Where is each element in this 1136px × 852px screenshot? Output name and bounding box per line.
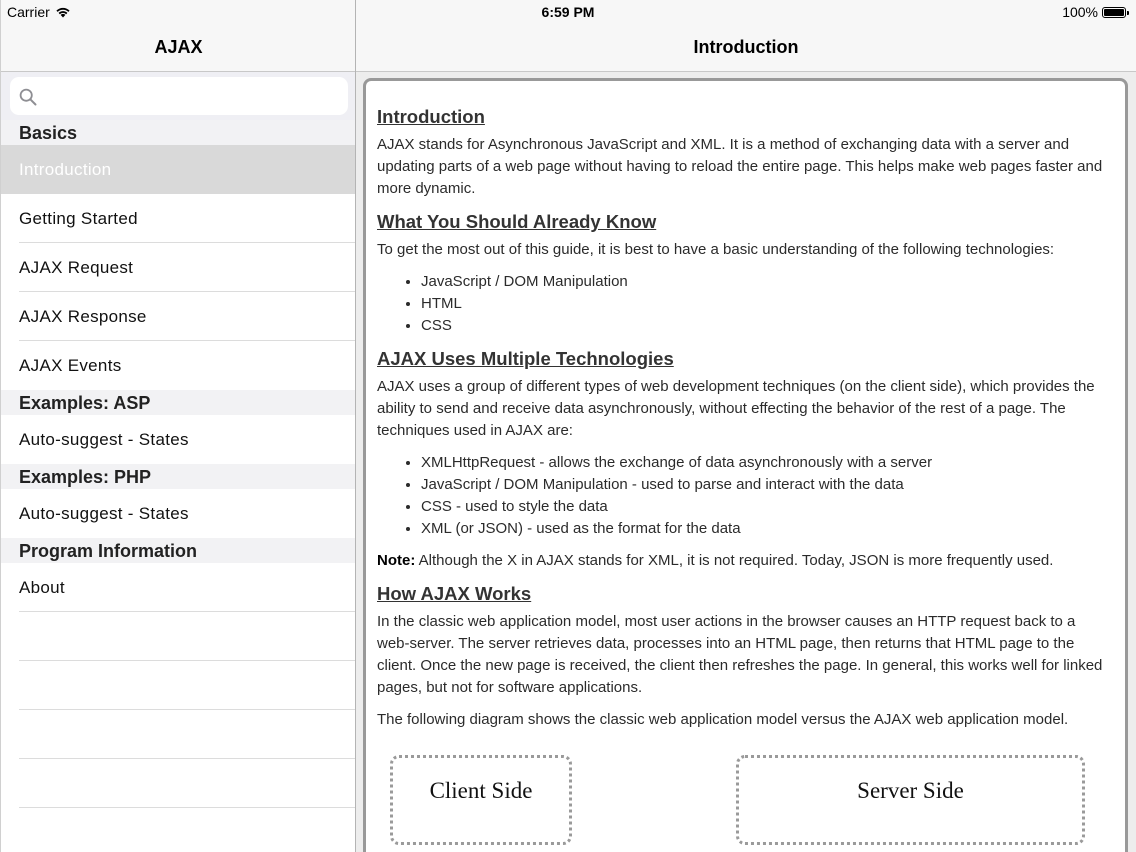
empty-row xyxy=(1,710,356,759)
section-header-basics: Basics xyxy=(1,120,356,145)
list-item-php-auto-suggest[interactable]: Auto-suggest - States xyxy=(1,489,356,538)
section-header-examples-php: Examples: PHP xyxy=(1,464,356,489)
list-item-ajax-events[interactable]: AJAX Events xyxy=(1,341,356,390)
note-text: Although the X in AJAX stands for XML, it is not required. Today, JSON is more frequently used. xyxy=(415,552,1054,569)
battery-indicator xyxy=(1062,4,1126,20)
topic-list xyxy=(1,120,356,852)
search-input[interactable] xyxy=(44,77,339,115)
heading-multiple-technologies: AJAX Uses Multiple Technologies xyxy=(377,348,674,369)
heading-what-you-should-know: What You Should Already Know xyxy=(377,211,657,232)
detail-title: Introduction xyxy=(693,37,799,57)
detail-content-area xyxy=(356,72,1136,852)
list-item: • CSS xyxy=(421,315,1107,337)
sidebar xyxy=(0,0,355,852)
server-side-box xyxy=(736,755,1085,845)
empty-row xyxy=(1,661,356,710)
list-item-ajax-request[interactable]: AJAX Request xyxy=(1,243,356,292)
search-field[interactable] xyxy=(10,77,348,115)
list-item-introduction[interactable]: Introduction xyxy=(1,145,356,194)
section-header-examples-asp: Examples: ASP xyxy=(1,390,356,415)
section-header-program-information: Program Information xyxy=(1,538,356,563)
list-item: • JavaScript / DOM Manipulation - used to parse and interact with the data xyxy=(421,474,1107,496)
paragraph-diagram-intro: The following diagram shows the classic web application model versus the AJAX web application model. xyxy=(377,711,1069,728)
paragraph-introduction: AJAX stands for Asynchronous JavaScript and XML. It is a method of exchanging data with a server and updating parts of a web page without having to reload the entire page. This helps make web pages faster and more dynamic. xyxy=(377,136,1103,197)
search-icon xyxy=(19,88,37,106)
battery-icon xyxy=(1102,7,1126,18)
status-bar xyxy=(0,0,1136,24)
web-model-diagram xyxy=(377,755,1107,845)
server-side-label: Server Side xyxy=(857,778,964,803)
status-time: 6:59 PM xyxy=(541,4,595,20)
client-side-box xyxy=(390,755,572,845)
list-item: • XMLHttpRequest - allows the exchange of data asynchronously with a server xyxy=(421,452,1107,474)
list-item-about[interactable]: About xyxy=(1,563,356,612)
empty-row xyxy=(1,808,356,852)
empty-row xyxy=(1,612,356,661)
list-item: • CSS - used to style the data xyxy=(421,496,1107,518)
list-item-ajax-response[interactable]: AJAX Response xyxy=(1,292,356,341)
content-web-view[interactable] xyxy=(363,78,1128,852)
list-item: • JavaScript / DOM Manipulation xyxy=(421,271,1107,293)
detail-pane xyxy=(356,0,1136,852)
battery-percent: 100% xyxy=(1062,4,1098,20)
paragraph-how-ajax-works: In the classic web application model, most user actions in the browser causes an HTTP request back to a web-server. The server retrieves data, processes into an HTML page, then returns that HTML page to the client. Once the new page is received, the client then refreshes the page. In general, this works well for linked pages, but not for software applications. xyxy=(377,613,1103,696)
carrier-label: Carrier xyxy=(7,4,50,20)
paragraph-multiple-technologies: AJAX uses a group of different types of web development techniques (on the client side), which provides the ability to send and receive data asynchronously, without effecting the behavior of the rest of a page. The techniques used in AJAX are: xyxy=(377,378,1095,439)
empty-row xyxy=(1,759,356,808)
client-side-label: Client Side xyxy=(429,778,533,803)
sidebar-title: AJAX xyxy=(154,37,203,57)
note-paragraph xyxy=(377,550,1107,572)
article xyxy=(377,105,1107,845)
paragraph-what-you-should-know: To get the most out of this guide, it is best to have a basic understanding of the following technologies: xyxy=(377,241,1055,258)
heading-how-ajax-works: How AJAX Works xyxy=(377,583,532,604)
prerequisites-list xyxy=(421,271,1107,337)
list-item-getting-started[interactable]: Getting Started xyxy=(1,194,356,243)
search-bar xyxy=(1,72,356,120)
list-item-asp-auto-suggest[interactable]: Auto-suggest - States xyxy=(1,415,356,464)
note-label: Note: xyxy=(377,552,416,569)
list-item: • XML (or JSON) - used as the format for the data xyxy=(421,518,1107,540)
list-item: • HTML xyxy=(421,293,1107,315)
techniques-list xyxy=(421,452,1107,540)
heading-introduction: Introduction xyxy=(377,106,485,127)
